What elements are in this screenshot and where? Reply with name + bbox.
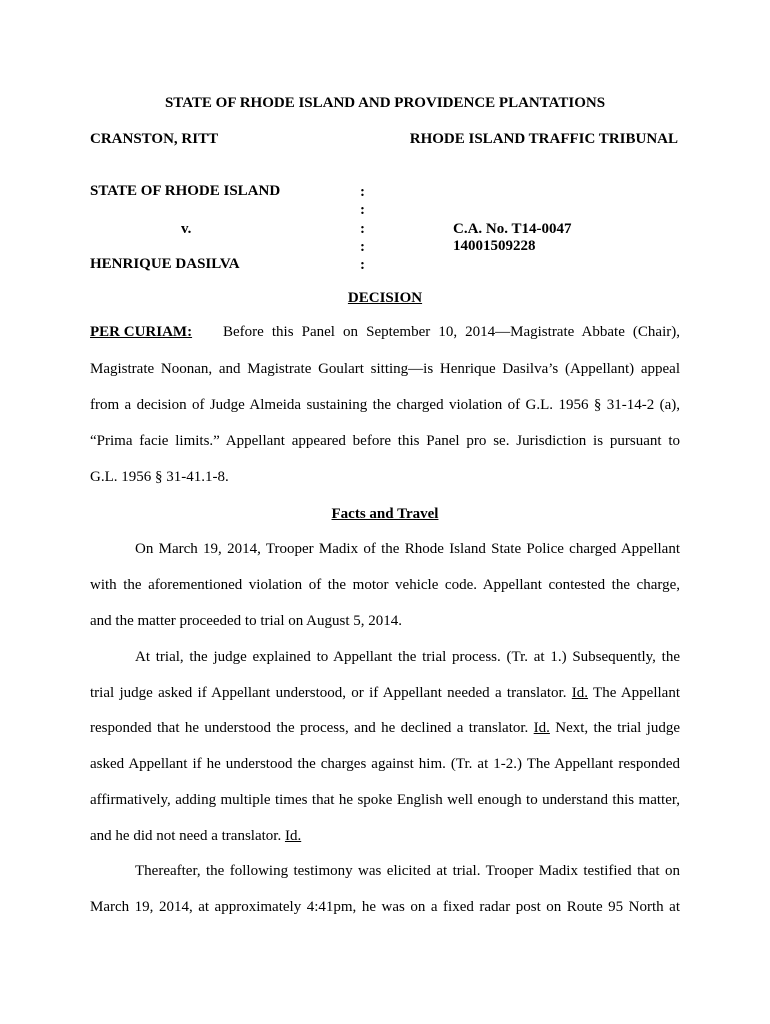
paragraph-line [90,828,680,845]
line-text: Next, the trial judge [549,720,680,736]
paragraph-line: “Prima facie limits.” Appellant appeared before this Panel pro se. Jurisdiction is pursuant to [90,433,680,449]
paragraph-line [90,685,680,702]
paragraph-line: affirmatively, adding multiple times that he spoke English well enough to understand this matter, [90,792,680,808]
tribunal-name: RHODE ISLAND TRAFFIC TRIBUNAL [409,131,678,147]
decision-heading: DECISION [347,290,423,306]
line-text: and he did not need a translator. [90,828,285,844]
citation-id: Id. [284,828,302,844]
paragraph-line: Before this Panel on September 10, 2014—Magistrate Abbate (Chair), [223,324,680,340]
court-location: CRANSTON, RITT [90,131,219,147]
paragraph-line: Magistrate Noonan, and Magistrate Goulart sitting—is Henrique Dasilva’s (Appellant) appeal [90,361,680,377]
paragraph-line: March 19, 2014, at approximately 4:41pm, he was on a fixed radar post on Route 95 North at [90,899,680,915]
paragraph-line: G.L. 1956 § 31-41.1-8. [90,469,229,485]
paragraph-line: and the matter proceeded to trial on August 5, 2014. [90,613,403,629]
caption-divider-colon: : [360,239,365,255]
line-text: responded that he understood the process, and he declined a translator. [90,720,534,736]
paragraph-line: with the aforementioned violation of the motor vehicle code. Appellant contested the charge, [90,577,680,593]
citation-id: Id. [571,685,589,701]
per-curiam-label: PER CURIAM: [90,324,193,340]
defendant-name: HENRIQUE DASILVA [90,256,240,272]
paragraph-line: asked Appellant if he understood the charges against him. (Tr. at 1-2.) The Appellant responded [90,756,680,772]
paragraph-line: Thereafter, the following testimony was elicited at trial. Trooper Madix testified that on [135,863,680,879]
facts-heading: Facts and Travel [331,506,439,522]
paragraph-line [90,720,680,737]
paragraph-line: At trial, the judge explained to Appellant the trial process. (Tr. at 1.) Subsequently, the [135,649,680,665]
versus-label: v. [181,221,192,237]
caption-divider-colon: : [360,202,365,218]
case-id: 14001509228 [453,238,536,254]
caption-divider-colon: : [360,257,365,273]
paragraph-line: from a decision of Judge Almeida sustaining the charged violation of G.L. 1956 § 31-14-2 (a), [90,397,680,413]
line-text: trial judge asked if Appellant understood, or if Appellant needed a translator. [90,685,572,701]
citation-id: Id. [533,720,550,736]
line-text: The Appellant [588,685,680,701]
case-number: C.A. No. T14-0047 [453,221,572,237]
court-title: STATE OF RHODE ISLAND AND PROVIDENCE PLANTATIONS [164,95,606,111]
caption-divider-colon: : [360,184,365,200]
plaintiff-name: STATE OF RHODE ISLAND [90,183,281,199]
paragraph-line: On March 19, 2014, Trooper Madix of the Rhode Island State Police charged Appellant [135,541,680,557]
caption-divider-colon: : [360,221,365,237]
